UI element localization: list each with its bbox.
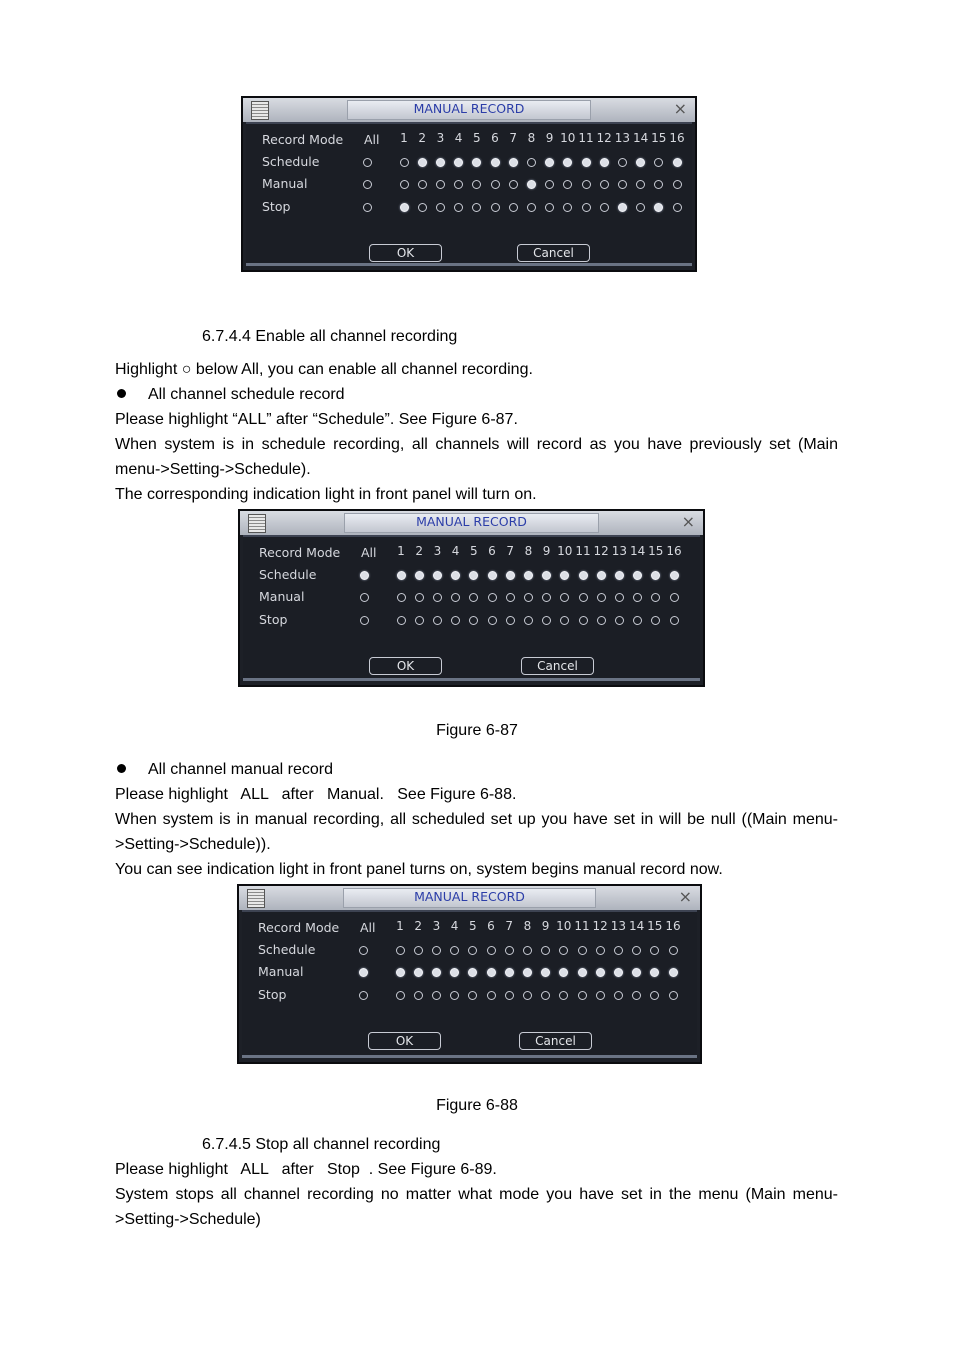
row-label: Manual xyxy=(259,589,305,604)
channel-number: 8 xyxy=(524,544,533,558)
channel-number: 13 xyxy=(614,131,631,145)
channel-number: 14 xyxy=(629,544,646,558)
channel-number: 5 xyxy=(468,919,477,933)
channel-number: 1 xyxy=(396,919,404,933)
channel-manual-radio[interactable] xyxy=(559,968,568,977)
channel-stop-radio[interactable] xyxy=(468,991,477,1000)
channel-number: 3 xyxy=(432,919,441,933)
channel-number: 4 xyxy=(454,131,463,145)
channel-schedule-radio[interactable] xyxy=(451,571,460,580)
all-stop-radio[interactable] xyxy=(359,991,368,1000)
channel-number: 5 xyxy=(469,544,478,558)
paragraph: When system is in schedule recording, all channels will record as you have previously set (Main menu->Setting->Schedule). xyxy=(115,436,838,478)
section-heading-6-7-4-4: 6.7.4.4 Enable all channel recording xyxy=(202,328,458,345)
channel-schedule-radio[interactable] xyxy=(582,158,591,167)
channel-number: 1 xyxy=(400,131,408,145)
all-stop-radio[interactable] xyxy=(360,616,369,625)
channel-number: 14 xyxy=(628,919,645,933)
channel-schedule-radio[interactable] xyxy=(673,158,682,167)
channel-manual-radio[interactable] xyxy=(632,968,641,977)
channel-stop-radio[interactable] xyxy=(400,203,409,212)
channel-stop-radio[interactable] xyxy=(450,991,459,1000)
channel-schedule-radio[interactable] xyxy=(396,946,405,955)
channel-manual-radio[interactable] xyxy=(432,968,441,977)
channel-stop-radio[interactable] xyxy=(560,616,569,625)
channel-stop-radio[interactable] xyxy=(582,203,591,212)
channel-schedule-radio[interactable] xyxy=(472,158,481,167)
all-schedule-radio[interactable] xyxy=(359,946,368,955)
channel-manual-radio[interactable] xyxy=(506,593,515,602)
channel-schedule-radio[interactable] xyxy=(400,158,409,167)
dialog-body xyxy=(242,910,697,1058)
channel-schedule-radio[interactable] xyxy=(632,946,641,955)
cancel-button[interactable]: Cancel xyxy=(517,244,590,262)
channel-stop-radio[interactable] xyxy=(654,203,663,212)
cancel-button[interactable]: Cancel xyxy=(521,657,594,675)
channel-stop-radio[interactable] xyxy=(600,203,609,212)
close-icon[interactable]: × xyxy=(678,887,692,906)
channel-schedule-radio[interactable] xyxy=(527,158,536,167)
channel-schedule-radio[interactable] xyxy=(654,158,663,167)
channel-stop-radio[interactable] xyxy=(632,991,641,1000)
channel-schedule-radio[interactable] xyxy=(541,946,550,955)
channel-stop-radio[interactable] xyxy=(559,991,568,1000)
channel-schedule-radio[interactable] xyxy=(618,158,627,167)
channel-manual-radio[interactable] xyxy=(615,593,624,602)
channel-schedule-radio[interactable] xyxy=(487,946,496,955)
row-label: Record Mode xyxy=(262,132,344,147)
section-heading-6-7-4-5: 6.7.4.5 Stop all channel recording xyxy=(202,1136,441,1153)
channel-stop-radio[interactable] xyxy=(418,203,427,212)
channel-schedule-radio[interactable] xyxy=(414,946,423,955)
channel-number: 3 xyxy=(433,544,442,558)
channel-schedule-radio[interactable] xyxy=(615,571,624,580)
channel-schedule-radio[interactable] xyxy=(670,571,679,580)
row-label: Stop xyxy=(258,987,287,1002)
channel-stop-radio[interactable] xyxy=(541,991,550,1000)
channel-manual-radio[interactable] xyxy=(541,968,550,977)
dialog-titlebar[interactable] xyxy=(243,98,695,122)
channel-schedule-radio[interactable] xyxy=(506,571,515,580)
bullet-dot-icon xyxy=(117,389,126,398)
row-label: Schedule xyxy=(259,567,317,582)
dialog-title: MANUAL RECORD xyxy=(416,514,527,529)
channel-stop-radio[interactable] xyxy=(651,616,660,625)
channel-manual-radio[interactable] xyxy=(563,180,572,189)
channel-number: 3 xyxy=(436,131,445,145)
channel-number: 5 xyxy=(472,131,481,145)
dialog-title: MANUAL RECORD xyxy=(414,889,525,904)
channel-schedule-radio[interactable] xyxy=(636,158,645,167)
channel-schedule-radio[interactable] xyxy=(523,946,532,955)
figure-caption: Figure 6-87 xyxy=(436,722,518,739)
all-column-label: All xyxy=(364,132,380,147)
channel-number: 12 xyxy=(593,544,609,558)
channel-schedule-radio[interactable] xyxy=(436,158,445,167)
bullet-item xyxy=(115,757,333,782)
channel-manual-radio[interactable] xyxy=(614,968,623,977)
channel-number: 11 xyxy=(574,919,590,933)
channel-schedule-radio[interactable] xyxy=(597,571,606,580)
channel-schedule-radio[interactable] xyxy=(600,158,609,167)
channel-manual-radio[interactable] xyxy=(560,593,569,602)
all-column-label: All xyxy=(360,920,376,935)
ok-button[interactable]: OK xyxy=(369,244,442,262)
channel-manual-radio[interactable] xyxy=(436,180,445,189)
paragraph: You can see indication light in front panel turns on, system begins manual record now. xyxy=(115,861,723,878)
channel-number: 4 xyxy=(450,919,459,933)
channel-manual-radio[interactable] xyxy=(450,968,459,977)
channel-schedule-radio[interactable] xyxy=(415,571,424,580)
channel-manual-radio[interactable] xyxy=(523,968,532,977)
channel-number: 4 xyxy=(451,544,460,558)
channel-manual-radio[interactable] xyxy=(451,593,460,602)
channel-schedule-radio[interactable] xyxy=(614,946,623,955)
channel-manual-radio[interactable] xyxy=(650,968,659,977)
channel-manual-radio[interactable] xyxy=(509,180,518,189)
channel-number: 2 xyxy=(415,544,423,558)
channel-manual-radio[interactable] xyxy=(669,968,678,977)
channel-stop-radio[interactable] xyxy=(545,203,554,212)
channel-schedule-radio[interactable] xyxy=(488,571,497,580)
channel-number: 11 xyxy=(578,131,594,145)
channel-stop-radio[interactable] xyxy=(523,991,532,1000)
channel-number: 10 xyxy=(556,919,572,933)
channel-stop-radio[interactable] xyxy=(597,616,606,625)
channel-schedule-radio[interactable] xyxy=(433,571,442,580)
channel-manual-radio[interactable] xyxy=(597,593,606,602)
channel-stop-radio[interactable] xyxy=(506,616,515,625)
channel-number: 6 xyxy=(488,544,496,558)
channel-manual-radio[interactable] xyxy=(396,968,405,977)
channel-number: 16 xyxy=(669,131,685,145)
row-label: Record Mode xyxy=(259,545,341,560)
channel-number: 13 xyxy=(611,544,628,558)
all-manual-radio[interactable] xyxy=(359,968,368,977)
channel-number: 12 xyxy=(592,919,608,933)
channel-number: 6 xyxy=(491,131,499,145)
bullet-dot-icon xyxy=(117,764,126,773)
close-icon[interactable]: × xyxy=(681,512,695,531)
channel-stop-radio[interactable] xyxy=(436,203,445,212)
dialog-body xyxy=(246,122,692,266)
channel-number: 10 xyxy=(560,131,576,145)
row-label: Schedule xyxy=(258,942,316,957)
channel-stop-radio[interactable] xyxy=(596,991,605,1000)
channel-stop-radio[interactable] xyxy=(488,616,497,625)
manual-record-dialog-3 xyxy=(237,884,702,1064)
channel-number: 9 xyxy=(542,544,551,558)
dialog-titlebar[interactable] xyxy=(240,511,703,535)
channel-manual-radio[interactable] xyxy=(454,180,463,189)
all-schedule-radio[interactable] xyxy=(363,158,372,167)
bullet-text: All channel manual record xyxy=(148,761,333,778)
channel-stop-radio[interactable] xyxy=(524,616,533,625)
channel-number: 8 xyxy=(527,131,536,145)
channel-stop-radio[interactable] xyxy=(469,616,478,625)
all-manual-radio[interactable] xyxy=(360,593,369,602)
channel-stop-radio[interactable] xyxy=(633,616,642,625)
channel-stop-radio[interactable] xyxy=(670,616,679,625)
channel-stop-radio[interactable] xyxy=(505,991,514,1000)
channel-manual-radio[interactable] xyxy=(545,180,554,189)
channel-manual-radio[interactable] xyxy=(578,968,587,977)
channel-number: 7 xyxy=(509,131,517,145)
channel-manual-radio[interactable] xyxy=(469,593,478,602)
manual-record-dialog-1 xyxy=(241,96,697,272)
channel-number: 15 xyxy=(647,919,663,933)
channel-stop-radio[interactable] xyxy=(527,203,536,212)
channel-stop-radio[interactable] xyxy=(542,616,551,625)
bullet-text: All channel schedule record xyxy=(148,386,345,403)
channel-stop-radio[interactable] xyxy=(451,616,460,625)
channel-stop-radio[interactable] xyxy=(614,991,623,1000)
channel-manual-radio[interactable] xyxy=(491,180,500,189)
dialog-titlebar[interactable] xyxy=(239,886,700,910)
channel-schedule-radio[interactable] xyxy=(505,946,514,955)
row-label: Stop xyxy=(262,199,291,214)
channel-schedule-radio[interactable] xyxy=(579,571,588,580)
channel-number: 7 xyxy=(505,919,513,933)
channel-schedule-radio[interactable] xyxy=(669,946,678,955)
paragraph: Highlight ○ below All, you can enable all channel recording. xyxy=(115,361,533,378)
dialog-title: MANUAL RECORD xyxy=(413,101,525,116)
channel-number: 1 xyxy=(397,544,405,558)
channel-manual-radio[interactable] xyxy=(472,180,481,189)
paragraph: The corresponding indication light in front panel will turn on. xyxy=(115,486,537,503)
channel-stop-radio[interactable] xyxy=(487,991,496,1000)
channel-manual-radio[interactable] xyxy=(487,968,496,977)
row-label: Manual xyxy=(258,964,304,979)
channel-manual-radio[interactable] xyxy=(414,968,423,977)
all-schedule-radio[interactable] xyxy=(360,571,369,580)
channel-schedule-radio[interactable] xyxy=(596,946,605,955)
channel-number: 13 xyxy=(610,919,627,933)
paragraph: When system is in manual recording, all scheduled set up you have set in will be null ((Main menu->Setting->Schedule)). xyxy=(115,811,838,853)
channel-stop-radio[interactable] xyxy=(491,203,500,212)
channel-manual-radio[interactable] xyxy=(633,593,642,602)
channel-manual-radio[interactable] xyxy=(524,593,533,602)
channel-manual-radio[interactable] xyxy=(651,593,660,602)
channel-manual-radio[interactable] xyxy=(654,180,663,189)
close-icon[interactable]: × xyxy=(673,99,687,118)
channel-schedule-radio[interactable] xyxy=(578,946,587,955)
channel-schedule-radio[interactable] xyxy=(491,158,500,167)
channel-number: 8 xyxy=(523,919,532,933)
channel-stop-radio[interactable] xyxy=(615,616,624,625)
all-column-label: All xyxy=(361,545,377,560)
channel-stop-radio[interactable] xyxy=(578,991,587,1000)
channel-number: 10 xyxy=(557,544,573,558)
channel-manual-radio[interactable] xyxy=(433,593,442,602)
bullet-item xyxy=(115,382,345,407)
channel-number: 12 xyxy=(596,131,612,145)
channel-number: 2 xyxy=(414,919,422,933)
channel-manual-radio[interactable] xyxy=(505,968,514,977)
channel-number: 16 xyxy=(665,919,681,933)
channel-manual-radio[interactable] xyxy=(582,180,591,189)
channel-schedule-radio[interactable] xyxy=(432,946,441,955)
figure-caption: Figure 6-88 xyxy=(436,1097,518,1114)
channel-number: 7 xyxy=(506,544,514,558)
ok-button[interactable]: OK xyxy=(369,657,442,675)
channel-schedule-radio[interactable] xyxy=(450,946,459,955)
channel-stop-radio[interactable] xyxy=(432,991,441,1000)
channel-schedule-radio[interactable] xyxy=(650,946,659,955)
channel-stop-radio[interactable] xyxy=(636,203,645,212)
channel-schedule-radio[interactable] xyxy=(560,571,569,580)
channel-schedule-radio[interactable] xyxy=(468,946,477,955)
channel-schedule-radio[interactable] xyxy=(542,571,551,580)
channel-stop-radio[interactable] xyxy=(509,203,518,212)
channel-schedule-radio[interactable] xyxy=(633,571,642,580)
channel-stop-radio[interactable] xyxy=(396,991,405,1000)
channel-schedule-radio[interactable] xyxy=(651,571,660,580)
channel-stop-radio[interactable] xyxy=(454,203,463,212)
channel-schedule-radio[interactable] xyxy=(524,571,533,580)
channel-manual-radio[interactable] xyxy=(418,180,427,189)
channel-stop-radio[interactable] xyxy=(563,203,572,212)
channel-number: 14 xyxy=(632,131,649,145)
cancel-button[interactable]: Cancel xyxy=(519,1032,592,1050)
row-label: Schedule xyxy=(262,154,320,169)
channel-manual-radio[interactable] xyxy=(596,968,605,977)
channel-manual-radio[interactable] xyxy=(488,593,497,602)
channel-manual-radio[interactable] xyxy=(618,180,627,189)
paragraph: Please highlight “ALL” after “Schedule”. See Figure 6-87. xyxy=(115,411,518,428)
channel-manual-radio[interactable] xyxy=(415,593,424,602)
channel-manual-radio[interactable] xyxy=(600,180,609,189)
channel-schedule-radio[interactable] xyxy=(545,158,554,167)
paragraph: Please highlight ALL after Manual. See Figure 6-88. xyxy=(115,786,517,803)
channel-stop-radio[interactable] xyxy=(650,991,659,1000)
channel-manual-radio[interactable] xyxy=(673,180,682,189)
channel-manual-radio[interactable] xyxy=(579,593,588,602)
ok-button[interactable]: OK xyxy=(368,1032,441,1050)
row-label: Record Mode xyxy=(258,920,340,935)
row-label: Manual xyxy=(262,176,308,191)
channel-schedule-radio[interactable] xyxy=(563,158,572,167)
channel-number: 16 xyxy=(666,544,682,558)
channel-manual-radio[interactable] xyxy=(397,593,406,602)
channel-stop-radio[interactable] xyxy=(415,616,424,625)
channel-schedule-radio[interactable] xyxy=(509,158,518,167)
channel-schedule-radio[interactable] xyxy=(469,571,478,580)
channel-manual-radio[interactable] xyxy=(542,593,551,602)
channel-number: 9 xyxy=(545,131,554,145)
channel-stop-radio[interactable] xyxy=(618,203,627,212)
channel-stop-radio[interactable] xyxy=(433,616,442,625)
manual-record-dialog-2 xyxy=(238,509,705,687)
channel-stop-radio[interactable] xyxy=(669,991,678,1000)
channel-manual-radio[interactable] xyxy=(468,968,477,977)
channel-schedule-radio[interactable] xyxy=(418,158,427,167)
row-label: Stop xyxy=(259,612,288,627)
channel-number: 15 xyxy=(651,131,667,145)
paragraph: Please highlight ALL after Stop . See Figure 6-89. xyxy=(115,1161,497,1178)
channel-stop-radio[interactable] xyxy=(414,991,423,1000)
all-manual-radio[interactable] xyxy=(363,180,372,189)
channel-number: 9 xyxy=(541,919,550,933)
channel-number: 6 xyxy=(487,919,495,933)
dialog-body xyxy=(243,535,700,681)
channel-stop-radio[interactable] xyxy=(579,616,588,625)
channel-schedule-radio[interactable] xyxy=(397,571,406,580)
channel-number: 2 xyxy=(418,131,426,145)
channel-manual-radio[interactable] xyxy=(636,180,645,189)
channel-stop-radio[interactable] xyxy=(397,616,406,625)
channel-schedule-radio[interactable] xyxy=(559,946,568,955)
channel-number: 11 xyxy=(575,544,591,558)
channel-manual-radio[interactable] xyxy=(400,180,409,189)
channel-schedule-radio[interactable] xyxy=(454,158,463,167)
all-stop-radio[interactable] xyxy=(363,203,372,212)
channel-number: 15 xyxy=(648,544,664,558)
paragraph: System stops all channel recording no matter what mode you have set in the menu (Main menu->Setting->Schedule) xyxy=(115,1186,838,1228)
channel-manual-radio[interactable] xyxy=(670,593,679,602)
channel-manual-radio[interactable] xyxy=(527,180,536,189)
channel-stop-radio[interactable] xyxy=(673,203,682,212)
channel-stop-radio[interactable] xyxy=(472,203,481,212)
